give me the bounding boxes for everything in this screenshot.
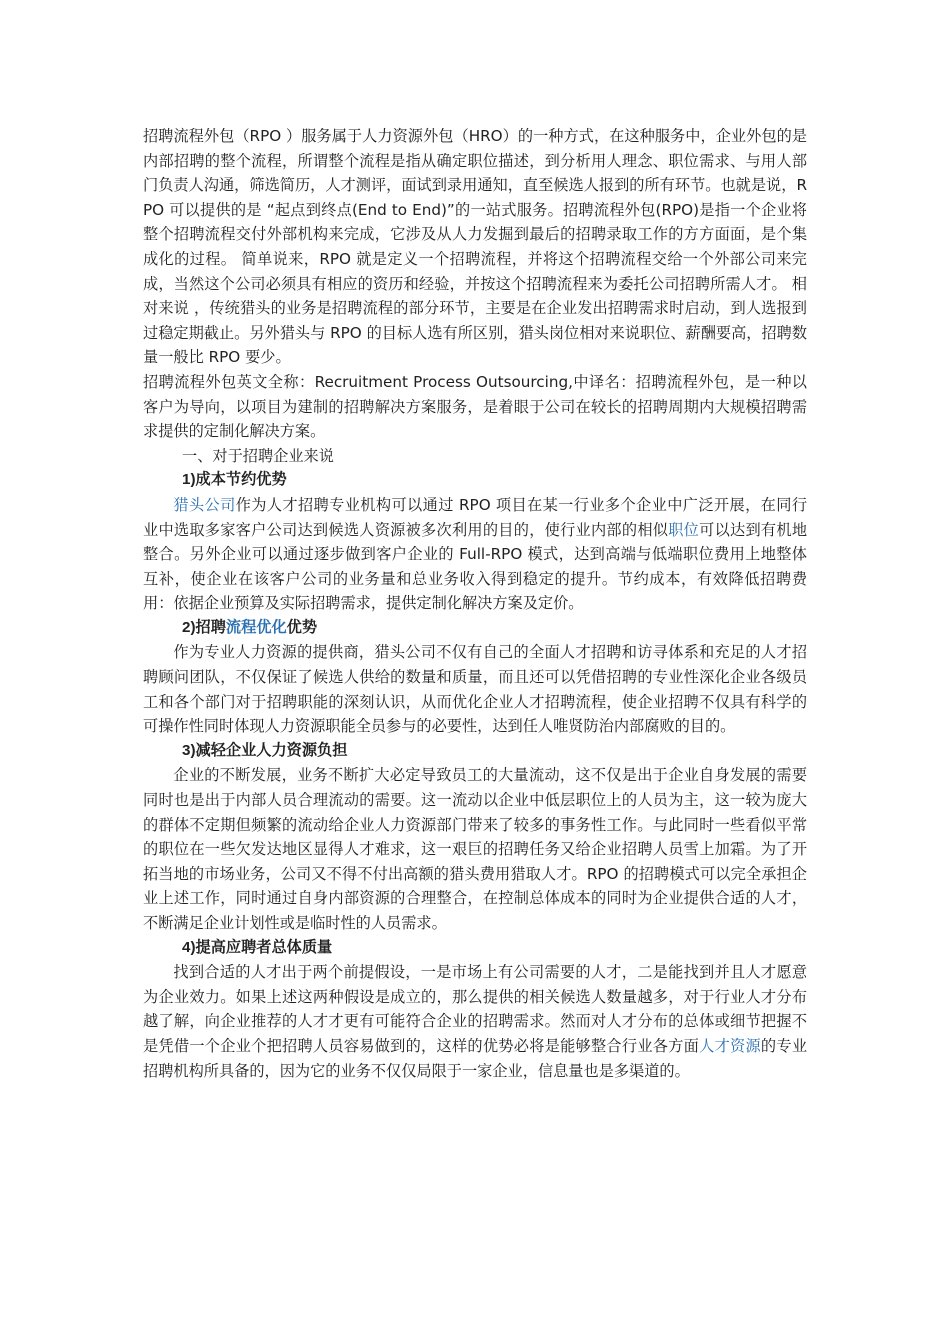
paragraph-text: 可以达到有机地整合。另外企业可以通过逐步做到客户企业的 Full-RPO 模式，达到高端与低端职位费用上地整体互补，使企业在该客户公司的业务量和总业务收入得到稳定的提升。节约成本，有效降低招聘费用：依据企业预算及实际招聘需求，提供定制化解决方案及定价。 — [143, 520, 808, 613]
document-page — [143, 124, 807, 1083]
paragraph-improve-quality — [143, 960, 807, 1083]
link-talent-resources[interactable]: 人才资源 — [699, 1036, 761, 1055]
intro-paragraph: 招聘流程外包（RPO ）服务属于人力资源外包（HRO）的一种方式，在这种服务中，企业外包的是内部招聘的整个流程，所谓整个流程是指从确定职位描述，到分析用人理念、职位需求、与用人部门负责人沟通，筛选简历，人才测评，面试到录用通知，直至候选人报到的所有环节。也就是说，RPO 可以提供的是 “起点到终点(End to End)”的一站式服务。招聘流程外包(RPO)是指一个企业将整个招聘流程交付外部机构来完成，它涉及从人力发掘到最后的招聘录取工作的方方面面，是个集成化的过程。 简单说来，RPO 就是定义一个招聘流程，并将这个招聘流程交给一个外部公司来完成，当然这个公司必须具有相应的资历和经验，并按这个招聘流程来为委托公司招聘所需人才。 相对来说 ，传统猎头的业务是招聘流程的部分环节，主要是在企业发出招聘需求时启动，到人选报到过稳定期截止。另外猎头与 RPO 的目标人选有所区别，猎头岗位相对来说职位、薪酬要高，招聘数量一般比 RPO 要少。 — [143, 127, 808, 367]
heading-text: 优势 — [286, 618, 318, 636]
heading-improve-quality: 4)提高应聘者总体质量 — [182, 938, 333, 956]
section-heading: 一、对于招聘企业来说 — [182, 446, 334, 465]
paragraph-text: 的专业招聘机构所具备的，因为它的业务不仅仅局限于一家企业，信息量也是多渠道的。 — [143, 1036, 808, 1080]
link-process-optimization[interactable]: 流程优化 — [225, 618, 287, 636]
paragraph-cost-saving — [143, 493, 807, 616]
heading-text: 2)招聘 — [182, 618, 226, 636]
paragraph-text: 找到合适的人才出于两个前提假设，一是市场上有公司需要的人才，二是能找到并且人才愿意为企业效力。如果上述这两种假设是成立的，那么提供的相关候选人数量越多，对于行业人才分布越了解，向企业推荐的人才才更有可能符合企业的招聘需求。然而对人才分布的总体或细节把握不是凭借一个企业个把招聘人员容易做到的，这样的优势必将是能够整合行业各方面 — [143, 963, 807, 1055]
heading-process-optimization — [143, 616, 807, 641]
definition-paragraph: 招聘流程外包英文全称：Recruitment Process Outsourcing,中译名：招聘流程外包，是一种以客户为导向，以项目为建制的招聘解决方案服务，是着眼于公司在较长的招聘周期内大规模招聘需求提供的定制化解决方案。 — [143, 372, 807, 441]
link-position[interactable]: 职位 — [668, 520, 700, 539]
paragraph-text: 作为人才招聘专业机构可以通过 RPO 项目在某一行业多个企业中广泛开展，在同行业中选取多家客户公司达到候选人资源被多次利用的目的，使行业内部的相似 — [143, 495, 808, 539]
paragraph-reduce-burden: 企业的不断发展，业务不断扩大必定导致员工的大量流动，这不仅是出于企业自身发展的需要同时也是出于内部人员合理流动的需要。这一流动以企业中低层职位上的人员为主，这一较为庞大的群体不定期但频繁的流动给企业人力资源部门带来了较多的事务性工作。与此同时一些看似平常的职位在一些欠发达地区显得人才难求，这一艰巨的招聘任务又给企业招聘人员雪上加霜。为了开拓当地的市场业务，公司又不得不付出高额的猎头费用猎取人才。RPO 的招聘模式可以完全承担企业上述工作，同时通过自身内部资源的合理整合，在控制总体成本的同时为企业提供合适的人才，不断满足企业计划性或是临时性的人员需求。 — [143, 766, 807, 932]
link-headhunter-company[interactable]: 猎头公司 — [173, 495, 236, 514]
paragraph-process-optimization: 作为专业人力资源的提供商，猎头公司不仅有自己的全面人才招聘和访寻体系和充足的人才招聘顾问团队，不仅保证了候选人供给的数量和质量，而且还可以凭借招聘的专业性深化企业各级员工和各个部门对于招聘职能的深刻认识，从而优化企业人才招聘流程，使企业招聘不仅具有科学的可操作性同时体现人力资源职能全员参与的必要性，达到任人唯贤防治内部腐败的目的。 — [143, 643, 807, 736]
heading-reduce-burden: 3)减轻企业人力资源负担 — [182, 741, 348, 759]
heading-cost-saving: 1)成本节约优势 — [182, 471, 287, 489]
